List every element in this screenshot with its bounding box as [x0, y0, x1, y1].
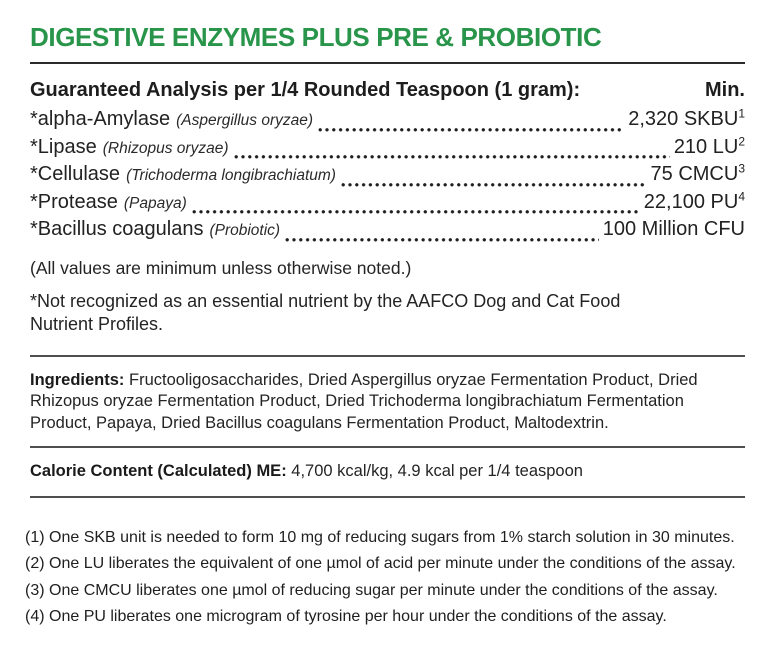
footnote-marker: 1 [738, 106, 745, 121]
ingredients-list: Fructooligosaccharides, Dried Aspergillus oryzae Fermentation Product, Dried Rhizopus oryzae Fermentation Product, Dried Trichoderma longibrachiatum Fermentation Product, Papaya, Dried Bacillus coagulans Fermentation Product, Maltodextrin. [30, 370, 698, 432]
nutrient-value: 2,320 SKBU$^1$ [628, 106, 745, 130]
footnote-2: (2) One LU liberates the equivalent of one µmol of acid per minute under the conditions of the assay. [25, 555, 736, 572]
aafco-disclaimer: *Not recognized as an essential nutrient by the AAFCO Dog and Cat Food Nutrient Profiles. [30, 290, 621, 334]
nutrient-value: 210 $LU^2$ [673, 133, 745, 158]
nutrient-source: (Aspergillus oryzae) [176, 112, 314, 129]
footnote-marker: 4 [738, 188, 745, 203]
analysis-row-cellulase [30, 163, 745, 191]
nutrient-name: *alpha-Amylase [30, 108, 171, 130]
section-divider [30, 355, 745, 357]
analysis-row-lipase [30, 133, 745, 164]
nutrient-source: (Rhizopus oryzae) [102, 139, 229, 157]
min-column-label: Min. [705, 79, 745, 101]
footnote-marker: 2 [738, 133, 745, 148]
analysis-row-bacillus [30, 218, 745, 246]
dot-leader [341, 182, 647, 188]
footnote-marker: 3 [738, 161, 745, 176]
nutrient-source: (Trichoderma longibrachiatum) [126, 167, 336, 184]
section-divider [30, 496, 745, 498]
guaranteed-analysis-heading: Guaranteed Analysis per 1/4 Rounded Teaspoon (1 gram): [30, 79, 581, 101]
footnote-1: (1) One SKB unit is needed to form 10 mg of reducing sugars from 1% starch solution in 30 minutes. [25, 528, 735, 546]
ingredients-paragraph [30, 370, 742, 435]
nutrient-name: *Lipase [30, 135, 97, 158]
calorie-content-line [30, 461, 745, 483]
title-divider [30, 62, 745, 64]
nutrient-name: *Protease [30, 190, 118, 213]
analysis-row-protease [30, 188, 745, 219]
calorie-value: 4,700 kcal/kg, 4.9 kcal per 1/4 teaspoon [286, 462, 583, 480]
calorie-label: Calorie Content (Calculated) ME: [30, 462, 287, 480]
footnotes-section [25, 525, 745, 631]
dot-leader [285, 237, 599, 243]
nutrient-name: *Bacillus coagulans [30, 218, 204, 240]
nutrient-value: 75 CMCU$^3$ [650, 161, 745, 185]
section-divider [30, 446, 745, 448]
guaranteed-analysis-header [30, 79, 745, 102]
nutrient-value: 22,100 $PU^4$ [643, 188, 745, 213]
dot-leader [192, 209, 640, 215]
minimum-values-note: (All values are minimum unless otherwise noted.) [30, 257, 412, 278]
analysis-row-amylase [30, 108, 745, 136]
guaranteed-analysis-table [30, 108, 745, 246]
nutrient-name: *Cellulase [30, 163, 121, 185]
nutrient-source: (Probiotic) [209, 222, 281, 239]
nutrient-value: 100 Million CFU [602, 218, 745, 240]
footnote-4: (4) One PU liberates one microgram of tyrosine per hour under the conditions of the assay. [25, 608, 667, 625]
product-title: DIGESTIVE ENZYMES PLUS PRE & PROBIOTIC [30, 22, 602, 52]
ingredients-label: Ingredients: [30, 370, 125, 389]
nutrient-source: (Papaya) [123, 194, 187, 212]
dot-leader [318, 127, 624, 133]
dot-leader [234, 154, 670, 160]
footnote-3: (3) One CMCU liberates one µmol of reducing sugar per minute under the conditions of the assay. [25, 581, 718, 599]
